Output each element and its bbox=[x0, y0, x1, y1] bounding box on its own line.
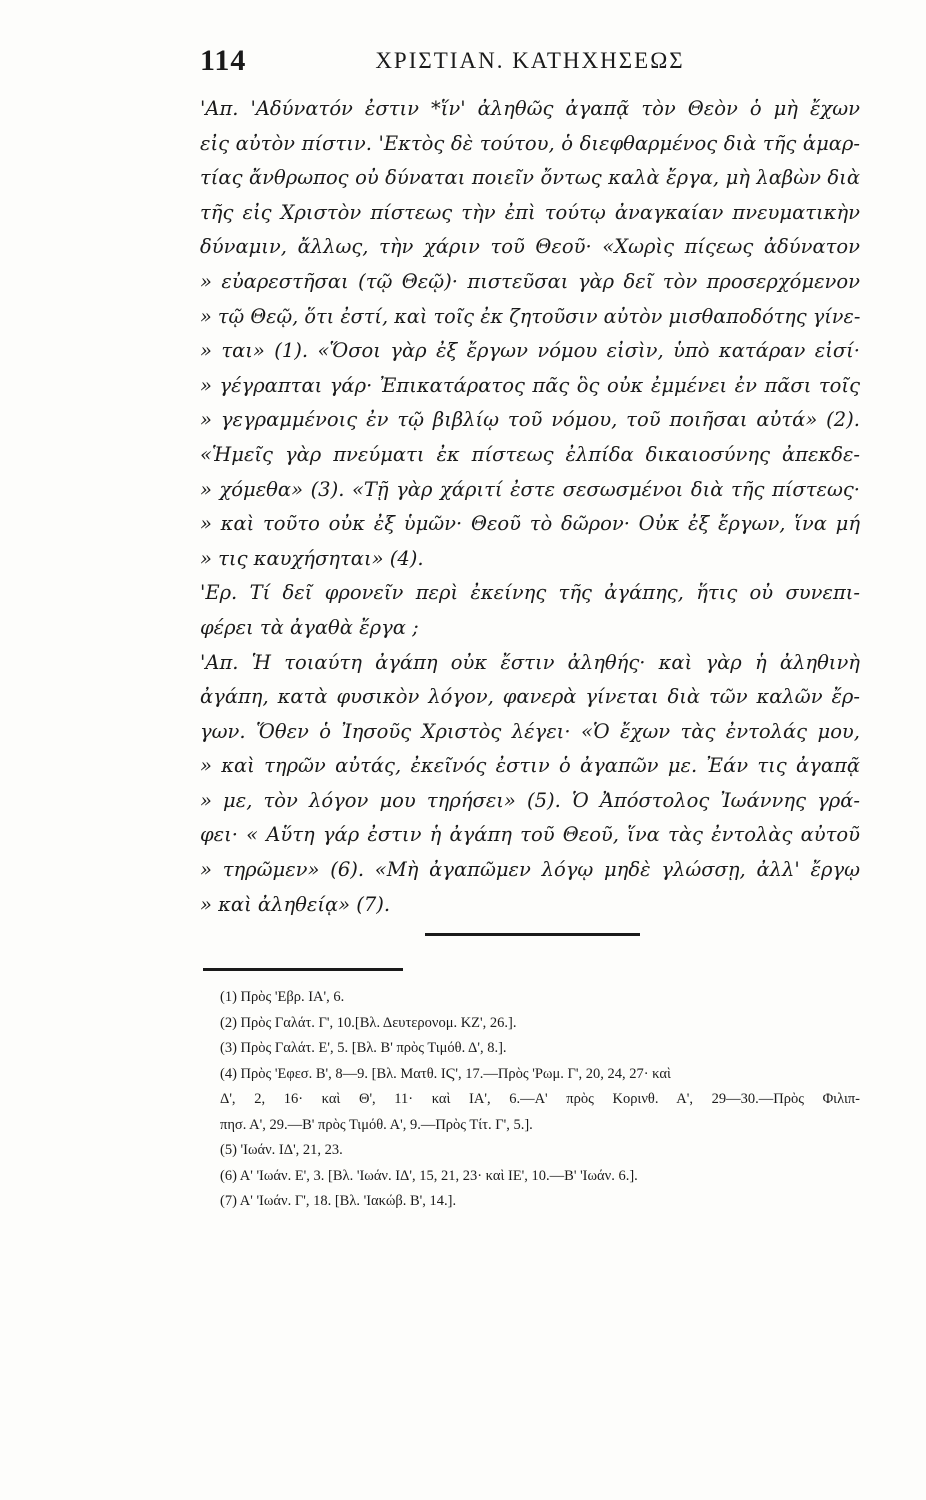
text-line: » εὐαρεστῆσαι (τῷ Θεῷ)· πιστεῦσαι γὰρ δεῖ τὸν προσερχόμενον bbox=[200, 269, 860, 293]
text-line: τῆς εἰς Χριστὸν πίστεως τὴν ἐπὶ τούτῳ ἀναγκαίαν πνευματικὴν bbox=[200, 200, 860, 224]
page-number: 114 bbox=[200, 44, 247, 77]
footnotes bbox=[220, 985, 860, 1215]
footnote: (2) Πρὸς Γαλάτ. Γ', 10.[Βλ. Δευτερονομ. ΚΖ', 26.]. bbox=[220, 1014, 517, 1031]
footnote: (1) Πρὸς 'Εβρ. ΙΑ', 6. bbox=[220, 989, 345, 1005]
text-line: ἀγάπη, κατὰ φυσικὸν λόγον, φανερὰ γίνεται διὰ τῶν καλῶν ἔρ- bbox=[200, 685, 860, 709]
text-line: » γέγραπται γάρ· Ἐπικατάρατος πᾶς ὃς οὐκ ἐμμένει ἐν πᾶσι τοῖς bbox=[200, 373, 860, 397]
text-line: » χόμεθα» (3). «Τῇ γὰρ χάριτί ἐστε σεσωσμένοι διὰ τῆς πίστεως· bbox=[200, 477, 860, 501]
text-line: » τις καυχήσηται» (4). bbox=[200, 546, 424, 570]
footnote: (7) Α' 'Ιωάν. Γ', 18. [Βλ. 'Ιακώβ. Β', 14.]. bbox=[220, 1193, 457, 1209]
text-line: » τηρῶμεν» (6). «Μὴ ἀγαπῶμεν λόγῳ μηδὲ γλώσσῃ, ἀλλ' ἔργῳ bbox=[200, 858, 860, 882]
footnote-continuation: Δ', 2, 16· καὶ Θ', 11· καὶ ΙΑ', 6.—Α' πρὸς Κορινθ. Α', 29—30.—Πρὸς Φιλιπ- bbox=[220, 1091, 860, 1107]
text-line: 'Απ. 'Αδύνατόν ἐστιν *ἵν' ἀληθῶς ἀγαπᾷ τὸν Θεὸν ὁ μὴ ἔχων bbox=[200, 97, 860, 120]
footnote: (5) 'Ιωάν. ΙΔ', 21, 23. bbox=[220, 1142, 343, 1158]
text-line: τίας ἄνθρωπος οὐ δύναται ποιεῖν ὄντως καλὰ ἔργα, μὴ λαβὼν διὰ bbox=[200, 166, 860, 190]
running-title: ΧΡΙΣΤΙΑΝ. ΚΑΤΗΧΗΣΕΩΣ bbox=[375, 48, 685, 73]
text-line: γων. Ὅθεν ὁ Ἰησοῦς Χριστὸς λέγει· «Ὁ ἔχων τὰς ἐντολάς μου, bbox=[200, 719, 860, 743]
footnote: (3) Πρὸς Γαλάτ. Ε', 5. [Βλ. Β' πρὸς Τιμόθ. Δ', 8.]. bbox=[220, 1040, 507, 1056]
text-line: » καὶ τηρῶν αὐτάς, ἐκεῖνός ἐστιν ὁ ἀγαπῶν με. Ἐάν τις ἀγαπᾷ bbox=[200, 754, 860, 778]
text-line: » τῷ Θεῷ, ὅτι ἐστί, καὶ τοῖς ἐκ ζητοῦσιν αὐτὸν μισθαποδότης γίνε- bbox=[200, 304, 861, 328]
text-line: εἰς αὐτὸν πίστιν. 'Εκτὸς δὲ τούτου, ὁ διεφθαρμένος διὰ τῆς ἁμαρ- bbox=[200, 131, 860, 155]
text-line: φει· « Αὕτη γάρ ἐστιν ἡ ἀγάπη τοῦ Θεοῦ, ἵνα τὰς ἐντολὰς αὐτοῦ bbox=[200, 823, 860, 847]
text-line: «Ἡμεῖς γὰρ πνεύματι ἐκ πίστεως ἐλπίδα δικαιοσύνης ἀπεκδε- bbox=[200, 442, 860, 466]
footnote: (4) Πρὸς 'Εφεσ. Β', 8—9. [Βλ. Ματθ. ΙϚ', 17.—Πρὸς 'Ρωμ. Γ', 20, 24, 27· καὶ bbox=[220, 1065, 671, 1082]
footnote-separator-rule bbox=[203, 968, 403, 971]
text-line: » ται» (1). «Ὅσοι γὰρ ἐξ ἔργων νόμου εἰσὶν, ὑπὸ κατάραν εἰσί· bbox=[200, 339, 860, 363]
text-line: φέρει τὰ ἀγαθὰ ἔργα ; bbox=[200, 615, 419, 639]
text-line: » καὶ τοῦτο οὐκ ἐξ ὑμῶν· Θεοῦ τὸ δῶρον· Οὐκ ἐξ ἔργων, ἵνα μή bbox=[200, 512, 860, 536]
main-text bbox=[200, 92, 860, 922]
footnote-continuation: πησ. Α', 29.—Β' πρὸς Τιμόθ. Α', 9.—Πρὸς Τίτ. Γ', 5.]. bbox=[220, 1116, 533, 1133]
footnote: (6) Α' 'Ιωάν. Ε', 3. [Βλ. 'Ιωάν. ΙΔ', 15, 21, 23· καὶ ΙΕ', 10.—Β' 'Ιωάν. 6.]. bbox=[220, 1167, 638, 1184]
text-line: 'Ερ. Τί δεῖ φρονεῖν περὶ ἐκείνης τῆς ἀγάπης, ἥτις οὐ συνεπι- bbox=[200, 581, 860, 605]
text-line: 'Απ. Ἡ τοιαύτη ἀγάπη οὐκ ἔστιν ἀληθής· καὶ γὰρ ἡ ἀληθινὴ bbox=[200, 650, 860, 674]
section-end-rule bbox=[425, 933, 640, 936]
text-line: δύναμιν, ἄλλως, τὴν χάριν τοῦ Θεοῦ· «Χωρὶς πίςεως ἀδύνατον bbox=[200, 235, 860, 259]
text-line: » καὶ ἀληθείᾳ» (7). bbox=[200, 892, 391, 916]
page-header bbox=[200, 44, 860, 84]
text-line: » με, τὸν λόγον μου τηρήσει» (5). Ὁ Ἀπόστολος Ἰωάννης γρά- bbox=[200, 788, 860, 812]
text-line: » γεγραμμένοις ἐν τῷ βιβλίῳ τοῦ νόμου, τοῦ ποιῆσαι αὐτά» (2). bbox=[200, 408, 860, 432]
